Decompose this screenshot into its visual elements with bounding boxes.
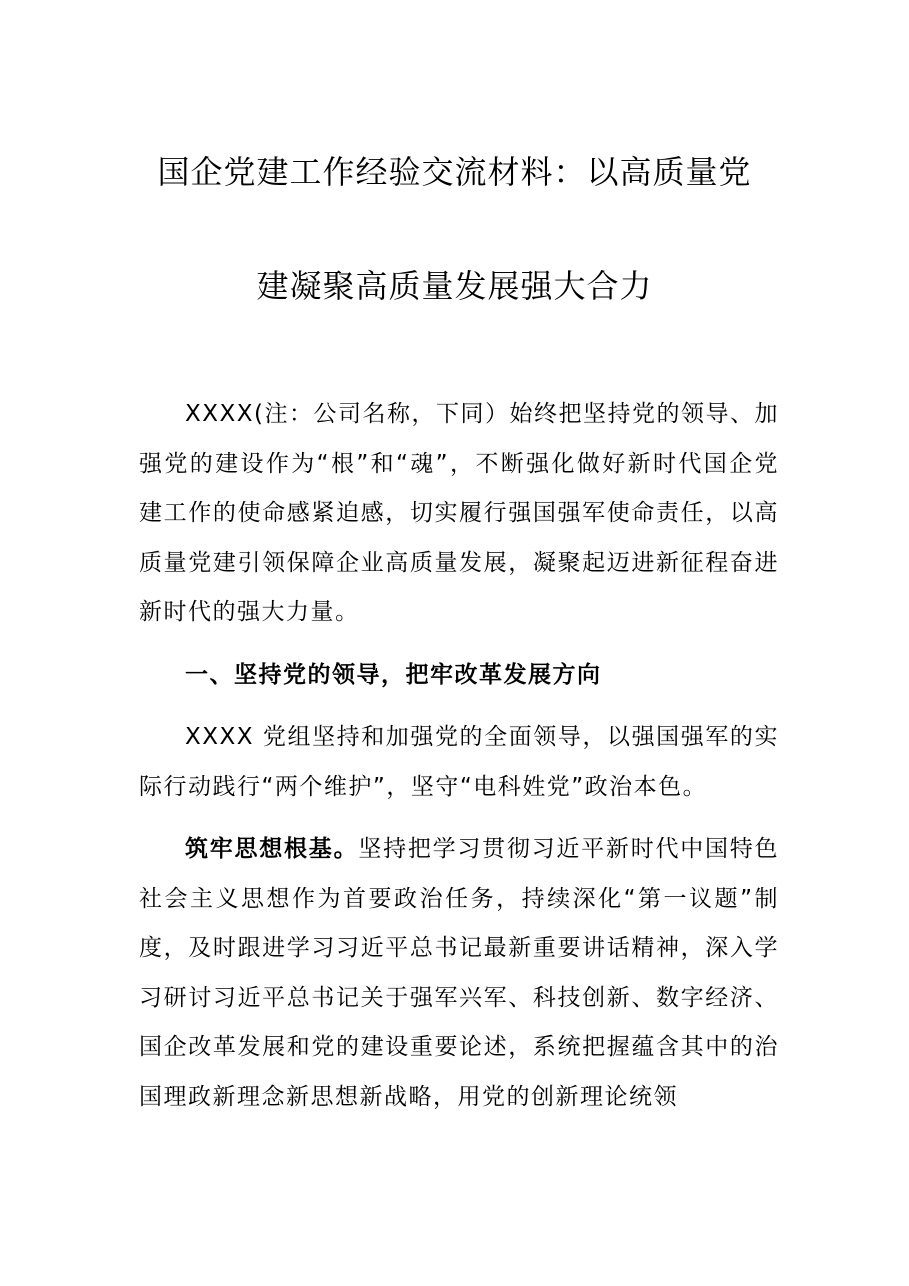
section-1-paragraph: XXXX 党组坚持和加强党的全面领导，以强国强军的实际行动践行“两个维护”，坚守“电科姓党”政治本色。 xyxy=(139,724,779,800)
item-1-paragraph xyxy=(139,825,779,1122)
document-body xyxy=(139,390,779,1122)
item-1-body: 坚持把学习贯彻习近平新时代中国特色社会主义思想作为首要政治任务，持续深化“第一议题”制度，及时跟进学习习近平总书记最新重要讲话精神，深入学习研讨习近平总书记关于强军兴军、科技创新、数字经济、国企改革发展和党的建设重要论述，系统把握蕴含其中的治国理政新理念新思想新战略，用党的创新理论统领 xyxy=(139,836,780,1110)
section-1-heading: 一、坚持党的领导，把牢改革发展方向 xyxy=(185,661,602,688)
document-title-line-2: 建凝聚高质量发展强大合力 xyxy=(256,267,653,305)
item-1-lead: 筑牢思想根基。 xyxy=(185,836,359,862)
intro-paragraph: XXXX(注：公司名称，下同）始终把坚持党的领导、加强党的建设作为“根”和“魂”，不断强化做好新时代国企党建工作的使命感紧迫感，切实履行强国强军使命责任，以高质量党建引领保障企业高质量发展，凝聚起迈进新征程奋进新时代的强大力量。 xyxy=(139,401,779,625)
document-title-line-1: 国企党建工作经验交流材料：以高质量党 xyxy=(157,153,752,191)
